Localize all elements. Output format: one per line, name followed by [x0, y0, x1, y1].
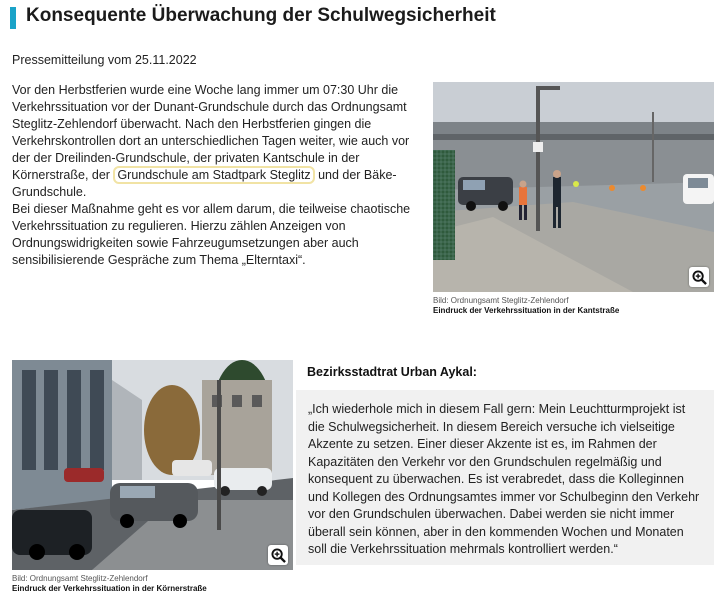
photo-kantstrasse[interactable]	[433, 82, 714, 292]
school-link[interactable]: Grundschule am Stadtpark Steglitz	[113, 166, 314, 184]
magnifier-plus-icon	[271, 548, 286, 563]
street-scene-image-1	[433, 82, 714, 292]
zoom-button[interactable]	[268, 545, 288, 565]
press-release-date: Pressemitteilung vom 25.11.2022	[12, 53, 197, 67]
quote-heading: Bezirksstadtrat Urban Aykal:	[307, 365, 477, 379]
paragraph-2-text: Bei dieser Maßnahme geht es vor allem darum, die teilweise chaotische Verkehrssituation zu regulieren. Hierzu zählen Anzeigen von Ordnungswidrigkeiten sowie Fahrzeugumsetzungen aber auch sensibilisierende Gespräche zum Thema „Elterntaxi“.	[12, 202, 411, 267]
image-credit: Bild: Ordnungsamt Steglitz-Zehlendorf	[12, 574, 148, 583]
paragraph-1-text: Vor den Herbstferien wurde eine Woche lang immer um 07:30 Uhr die Verkehrssituation vor der Dunant-Grundschule durch das Ordnungsamt Steglitz-Zehlendorf überwacht. Nach den Herbstferien gingen die Verkehrskontrollen dort an unterschiedlichen Tagen weiter, wie auch vor der der Dreilinden-Grundschule, der privaten Kantschule in der Körnerstraße, der	[12, 83, 410, 182]
title-accent-bar	[10, 7, 16, 29]
image-caption: Eindruck der Verkehrssituation in der Körnerstraße	[12, 584, 207, 593]
zoom-button[interactable]	[689, 267, 709, 287]
quote-text: „Ich wiederhole mich in diesem Fall gern: Mein Leuchtturmprojekt ist die Schulwegsicherheit. In diesem Bereich versuche ich vielseitige Akzente zu setzen. Einer dieser Akzente ist es, im Rahmen der Kapazitäten den Verkehr vor den Grundschulen regelmäßig und konsequent zu überwachen. Es ist verabredet, dass die Kolleginnen und Kollegen des Ordnungsamtes immer vor Schulbeginn den Verkehr vor den Grundschulen überwachen. Dabei werden sie nicht immer überall sein können, aber in den kommenden Wochen und Monaten soll die Verkehrssituation mehrmals kontrolliert werden.“	[308, 402, 700, 556]
image-caption: Eindruck der Verkehrssituation in der Kantstraße	[433, 306, 620, 315]
paragraph-1-end: und der Bäke-Grundschule.	[12, 168, 397, 199]
article-body	[12, 82, 422, 269]
magnifier-plus-icon	[692, 270, 707, 285]
street-scene-image-2	[12, 360, 293, 570]
page-title: Konsequente Überwachung der Schulwegsicherheit	[26, 5, 496, 26]
photo-koernerstrasse[interactable]	[12, 360, 293, 570]
image-credit: Bild: Ordnungsamt Steglitz-Zehlendorf	[433, 296, 569, 305]
